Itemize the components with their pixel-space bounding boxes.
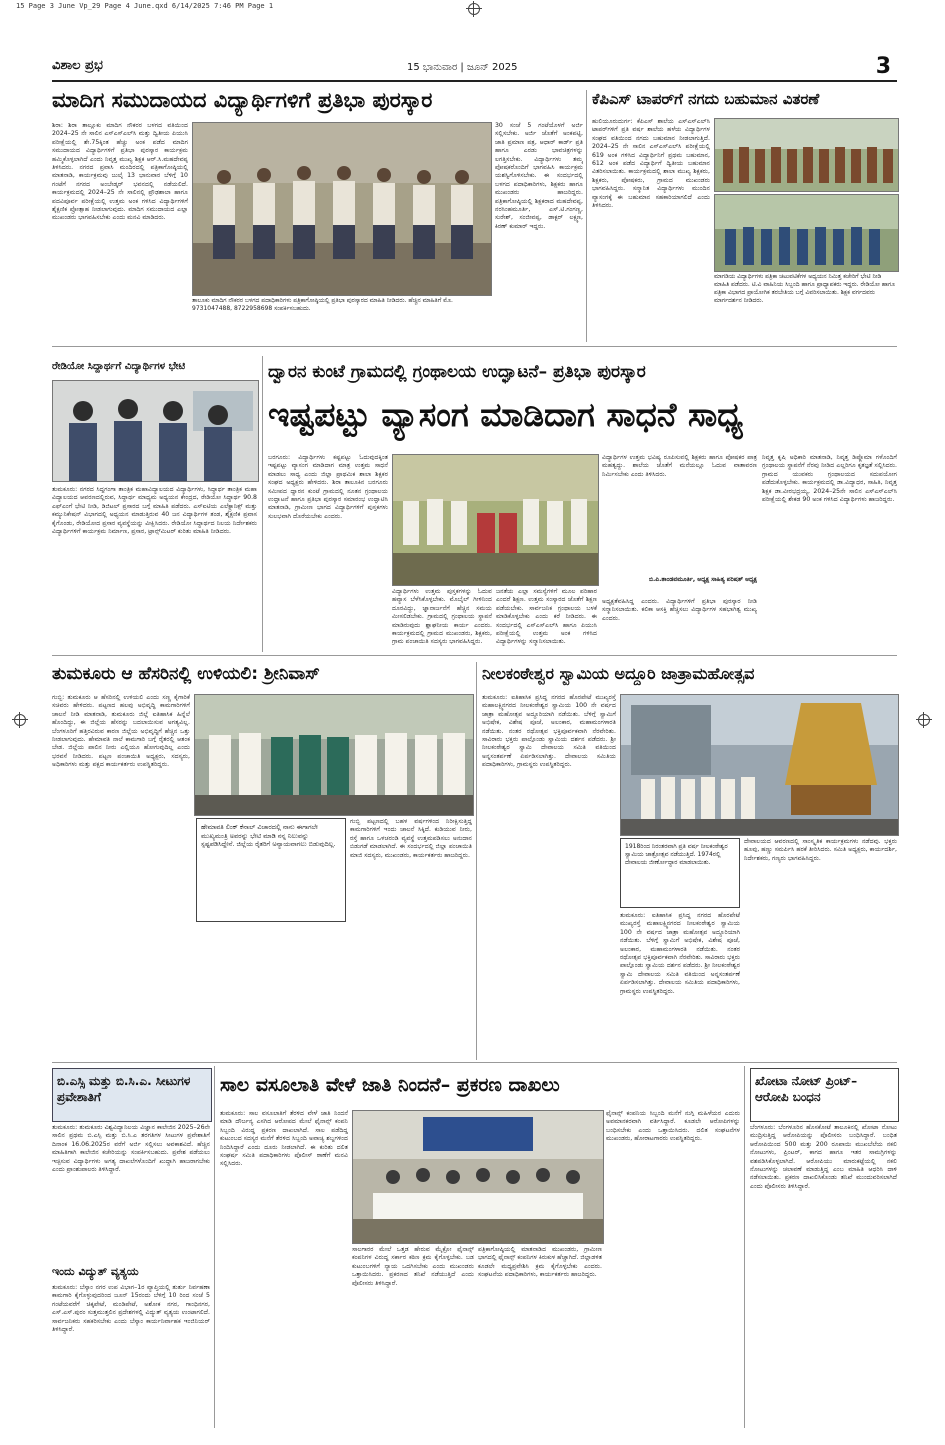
story4-column5: ನಿವೃತ್ತ ಕೃಷಿ ಅಧಿಕಾರಿ ಮಾತನಾಡಿ, ನಿವೃತ್ತ ಡಿಪ್ಲೊಮಾ ಗಳೊಂದಿಗೆ ಗ್ರಂಥಾಲಯ ಸ್ಥಾಪನೆಗೆ ನೆರವು ನೀಡಿದ ಎಲ್ಲರಿಗೂ ಕೃತಜ್ಞತೆ ಸಲ್ಲಿಸಿದರು. ಗ್ರಾಮದ ಯುವಕರು ಗ್ರಂಥಾಲಯದ ಸದುಪಯೋಗ ಪಡೆದುಕೊಳ್ಳಬೇಕು. ಕಾರ್ಯಕ್ರಮದಲ್ಲಿ ಡಾ.ವಿದ್ಯಾಧರ, ಸಾಹಿತಿ, ನಿವೃತ್ತ ಶಿಕ್ಷಕ ಡಾ.ವೀರಭದ್ರಯ್ಯ, 2024–25ನೇ ಸಾಲಿನ ಎಸ್‌ಎಸ್‌ಎಲ್‌ಸಿ ಪರೀಕ್ಷೆಯಲ್ಲಿ ಶೇಕಡ 90 ಅಂಕ ಗಳಿಸಿದ ವಿದ್ಯಾರ್ಥಿಗಳು ಹಾಜರಿದ್ದರು.: [762, 454, 897, 504]
story4-kicker: ದ್ವಾರನ ಕುಂಟೆ ಗ್ರಾಮದಲ್ಲಿ ಗ್ರಂಥಾಲಯ ಉದ್ಘಾಟನೆ– ಪ್ರತಿಭಾ ಪುರಸ್ಕಾರ: [268, 364, 646, 382]
story5-headline: ತುಮಕೂರು ಆ ಹೆಸರಿನಲ್ಲಿ ಉಳಿಯಲಿ: ಶ್ರೀನಿವಾಸ್: [52, 666, 320, 684]
story9-headline: ಸಾಲ ವಸೂಲಾತಿ ವೇಳೆ ಜಾತಿ ನಿಂದನೆ– ಪ್ರಕರಣ ದಾಖಲು: [220, 1076, 560, 1096]
story10-headline-box: [750, 1068, 899, 1122]
story7-text: ತುಮಕೂರು: ತುಮಕೂರು ವಿಶ್ವವಿದ್ಯಾನಿಲಯ ವಿಜ್ಞಾನ ಕಾಲೇಜಿನ 2025–26ನೇ ಸಾಲಿನ ಪ್ರಥಮ ಬಿ.ಎಸ್ಸಿ ಮತ್ತು ಬಿ.ಸಿ.ಎ ತರಗತಿಗಳ ಸೀಟುಗಳ ಪ್ರವೇಶಾತಿಗೆ ದಿನಾಂಕ 16.06.2025ರ ವರೆಗೆ ಅರ್ಜಿ ಸಲ್ಲಿಸಲು ಅವಕಾಶವಿದೆ. ಹೆಚ್ಚಿನ ಮಾಹಿತಿಗಾಗಿ ಕಾಲೇಜಿನ ಕಚೇರಿಯನ್ನು ಸಂಪರ್ಕಿಸಬಹುದು. ಪ್ರವೇಶ ಪಡೆಯಲು ಇಚ್ಛಿಸುವ ವಿದ್ಯಾರ್ಥಿಗಳು ಅಗತ್ಯ ದಾಖಲೆಗಳೊಂದಿಗೆ ಖುದ್ದಾಗಿ ಹಾಜರಾಗಬೇಕು ಎಂದು ಪ್ರಾಂಶುಪಾಲರು ತಿಳಿಸಿದ್ದಾರೆ.: [52, 1124, 210, 1174]
story2-headline: ಕೆಪಿಎಸ್ ಟಾಪರ್‌ಗೆ ನಗದು ಬಹುಮಾನ ವಿತರಣೆ: [592, 92, 820, 108]
story10-text: ಬೆಂಗಳೂರು: ಬೆಂಗಳೂರಿನ ಹೊಸಕೋಟೆ ತಾಲೂಕಿನಲ್ಲಿ ಖೋಟಾ ನೋಟು ಮುದ್ರಿಸುತ್ತಿದ್ದ ಆರೋಪಿಯನ್ನು ಪೊಲೀಸರು ಬಂಧಿಸಿದ್ದಾರೆ. ಬಂಧಿತ ಆರೋಪಿಯಿಂದ 500 ಮತ್ತು 200 ರೂಪಾಯಿ ಮುಖಬೆಲೆಯ ನಕಲಿ ನೋಟುಗಳು, ಪ್ರಿಂಟರ್, ಕಾಗದ ಹಾಗೂ ಇತರ ಸಾಮಗ್ರಿಗಳನ್ನು ವಶಪಡಿಸಿಕೊಳ್ಳಲಾಗಿದೆ. ಆರೋಪಿಯು ಮಾರುಕಟ್ಟೆಯಲ್ಲಿ ನಕಲಿ ನೋಟುಗಳನ್ನು ಚಲಾವಣೆ ಮಾಡುತ್ತಿದ್ದ ಎಂಬ ಮಾಹಿತಿ ಆಧರಿಸಿ ದಾಳಿ ನಡೆಸಲಾಯಿತು. ಪ್ರಕರಣ ದಾಖಲಿಸಿಕೊಂಡು ತನಿಖೆ ಮುಂದುವರಿಸಲಾಗಿದೆ ಎಂದು ಪೊಲೀಸರು ತಿಳಿಸಿದ್ದಾರೆ.: [750, 1124, 897, 1190]
ceremony-photo-icon: [393, 455, 598, 585]
story9-column3: ಪತ್ರಿಕಾಗೋಷ್ಠಿಯಲ್ಲಿ ಮಾತನಾಡಿದ ಮುಖಂಡರು, ಗ್ರಾಮೀಣ ಭಾಗದಲ್ಲಿ ಫೈನಾನ್ಸ್ ಕಂಪನಿಗಳ ಕಿರುಕುಳ ಹೆಚ್ಚಾಗಿದೆ. ಜಿಲ್ಲಾಡಳಿತ ಕೂಡಲೇ ಮಧ್ಯಪ್ರವೇಶಿಸಿ ಕ್ರಮ ಕೈಗೊಳ್ಳಬೇಕು ಎಂದರು. ಸಂಘಟನೆಯ ಪದಾಧಿಕಾರಿಗಳು, ಕಾರ್ಯಕರ್ತರು ಹಾಜರಿದ್ದರು.: [478, 1246, 602, 1279]
story4-photo: [392, 454, 599, 586]
story4-column1: ಬರಗೂರು: ವಿದ್ಯಾರ್ಥಿಗಳು ಕಷ್ಟಪಟ್ಟು ಓದುವುದಕ್ಕಿಂತ ಇಷ್ಟಪಟ್ಟು ವ್ಯಾಸಂಗ ಮಾಡಿದಾಗ ಮಾತ್ರ ಉತ್ತಮ ಸಾಧನೆ ಮಾಡಲು ಸಾಧ್ಯ ಎಂದು ಜಿಲ್ಲಾ ಪ್ರಾಥಮಿಕ ಶಾಲಾ ಶಿಕ್ಷಕರ ಸಂಘದ ಅಧ್ಯಕ್ಷರು ಹೇಳಿದರು. ಶಿರಾ ತಾಲೂಕಿನ ಬರಗೂರು ಸಮೀಪದ ದ್ವಾರನ ಕುಂಟೆ ಗ್ರಾಮದಲ್ಲಿ ನೂತನ ಗ್ರಂಥಾಲಯ ಉದ್ಘಾಟನೆ ಹಾಗೂ ಪ್ರತಿಭಾ ಪುರಸ್ಕಾರ ಸಮಾರಂಭ ಉದ್ಘಾಟಿಸಿ ಮಾತನಾಡಿ, ಗ್ರಾಮೀಣ ಭಾಗದ ವಿದ್ಯಾರ್ಥಿಗಳಿಗೆ ಪುಸ್ತಕಗಳು ಸುಲಭವಾಗಿ ದೊರೆಯಬೇಕು ಎಂದರು.: [268, 454, 388, 520]
story9-column2: ಸಾಲಗಾರರ ಮೇಲೆ ಒತ್ತಡ ಹೇರುವ ಮೈಕ್ರೋ ಫೈನಾನ್ಸ್ ಕಂಪನಿಗಳ ವಿರುದ್ಧ ಸರ್ಕಾರ ಕಠಿಣ ಕ್ರಮ ಕೈಗೊಳ್ಳಬೇಕು. ಬಡ ಕುಟುಂಬಗಳಿಗೆ ನ್ಯಾಯ ಒದಗಿಸಬೇಕು ಎಂದು ಮುಖಂಡರು ಒತ್ತಾಯಿಸಿದರು. ಪ್ರಕರಣದ ತನಿಖೆ ನಡೆಯುತ್ತಿದೆ ಎಂದು ಪೊಲೀಸರು ತಿಳಿಸಿದ್ದಾರೆ.: [352, 1246, 474, 1287]
story6-text: ತುಮಕೂರು: ಐತಿಹಾಸಿಕ ಪ್ರಸಿದ್ಧ ನಗರದ ಹೊರಪೇಟೆ ಮುಖ್ಯರಸ್ತೆ ಮಹಾಲಕ್ಷ್ಮಿನಗರದ ನೀಲಕಂಠೇಶ್ವರ ಸ್ವಾಮಿಯ 100 ನೇ ವರ್ಷದ ಜಾತ್ರಾ ಮಹೋತ್ಸವ ಅದ್ದೂರಿಯಾಗಿ ನಡೆಯಿತು. ಬೆಳಿಗ್ಗೆ ಸ್ವಾಮಿಗೆ ಅಭಿಷೇಕ, ವಿಶೇಷ ಪೂಜೆ, ಅಲಂಕಾರ, ಮಹಾಮಂಗಳಾರತಿ ನಡೆಯಿತು. ನಂತರ ರಥೋತ್ಸವ ಭಕ್ತಿಪೂರ್ವಕವಾಗಿ ನೆರವೇರಿತು. ಸಾವಿರಾರು ಭಕ್ತರು ಪಾಲ್ಗೊಂಡು ಸ್ವಾಮಿಯ ದರ್ಶನ ಪಡೆದರು. ಶ್ರೀ ನೀಲಕಂಠೇಶ್ವರ ಸ್ವಾಮಿ ದೇವಾಲಯ ಸಮಿತಿ ವತಿಯಿಂದ ಅನ್ನಸಂತರ್ಪಣೆ ಏರ್ಪಡಿಸಲಾಗಿತ್ತು. ದೇವಾಲಯ ಸಮಿತಿಯ ಪದಾಧಿಕಾರಿಗಳು, ಗ್ರಾಮಸ್ಥರು ಉಪಸ್ಥಿತರಿದ್ದರು.: [482, 694, 616, 769]
story4-column3: ಜನತೆಯ ಎಲ್ಲಾ ಸಮಸ್ಯೆಗಳಿಗೆ ಮೂಲ ಪರಿಹಾರ ಎಂದರೆ ಶಿಕ್ಷಣ. ಉತ್ತಮ ಸಂಸ್ಕಾರದ ಜೊತೆಗೆ ಶಿಕ್ಷಣ ಪಡೆಯಬೇಕು. ಸಾರ್ವಜನಿಕ ಗ್ರಂಥಾಲಯ ಬಳಕೆ ಮಾಡಿಕೊಳ್ಳಬೇಕು ಎಂದು ಕರೆ ನೀಡಿದರು. ಈ ಸಂದರ್ಭದಲ್ಲಿ ಎಸ್‌ಎಸ್‌ಎಲ್‌ಸಿ ಹಾಗೂ ಪಿಯುಸಿ ಪರೀಕ್ಷೆಯಲ್ಲಿ ಉತ್ತಮ ಅಂಕ ಗಳಿಸಿದ ವಿದ್ಯಾರ್ಥಿಗಳನ್ನು ಸನ್ಮಾನಿಸಲಾಯಿತು.: [496, 588, 597, 646]
section-rule: [52, 346, 897, 347]
story9-column1: ತುಮಕೂರು: ಸಾಲ ವಸೂಲಾತಿಗೆ ತೆರಳಿದ ವೇಳೆ ಜಾತಿ ನಿಂದನೆ ಮಾಡಿ ದೌರ್ಜನ್ಯ ಎಸಗಿದ ಆರೋಪದ ಮೇಲೆ ಫೈನಾನ್ಸ್ ಕಂಪನಿ ಸಿಬ್ಬಂದಿ ವಿರುದ್ಧ ಪ್ರಕರಣ ದಾಖಲಾಗಿದೆ. ಸಾಲ ಪಡೆದಿದ್ದ ಕುಟುಂಬದ ಸದಸ್ಯರ ಮನೆಗೆ ತೆರಳಿದ ಸಿಬ್ಬಂದಿ ಅವಾಚ್ಯ ಶಬ್ದಗಳಿಂದ ನಿಂದಿಸಿದ್ದಾರೆ ಎಂದು ದೂರು ನೀಡಲಾಗಿದೆ. ಈ ಕುರಿತು ದಲಿತ ಸಂಘರ್ಷ ಸಮಿತಿ ಪದಾಧಿಕಾರಿಗಳು ಪೊಲೀಸ್ ಠಾಣೆಗೆ ಮನವಿ ಸಲ್ಲಿಸಿದರು.: [220, 1110, 348, 1168]
story4-headline: ಇಷ್ಟಪಟ್ಟು ವ್ಯಾಸಂಗ ಮಾಡಿದಾಗ ಸಾಧನೆ ಸಾಧ್ಯ: [268, 398, 744, 434]
story5-callout-box: [196, 818, 346, 922]
press-meet-photo-icon: [353, 1111, 603, 1243]
newspaper-name: ವಿಶಾಲ ಪ್ರಭ: [52, 58, 103, 73]
story8-headline: ಇಂದು ವಿದ್ಯುತ್ ವ್ಯತ್ಯಯ: [52, 1266, 139, 1278]
story5-column2: ಗುಬ್ಬಿ ಪಟ್ಟಣದಲ್ಲಿ ಬಹಳ ವರ್ಷಗಳಿಂದ ನಿರೀಕ್ಷಿಸುತ್ತಿದ್ದ ಕಾಮಗಾರಿಗಳಿಗೆ ಇಂದು ಚಾಲನೆ ಸಿಕ್ಕಿದೆ. ಕುಡಿಯುವ ನೀರು, ರಸ್ತೆ ಹಾಗೂ ಒಳಚರಂಡಿ ವ್ಯವಸ್ಥೆ ಉತ್ತಮಪಡಿಸಲು ಅನುದಾನ ಬಿಡುಗಡೆ ಮಾಡಲಾಗಿದೆ. ಈ ಸಂದರ್ಭದಲ್ಲಿ ಜಿಲ್ಲಾ ಪಂಚಾಯಿತಿ ಮಾಜಿ ಸದಸ್ಯರು, ಮುಖಂಡರು, ಕಾರ್ಯಕರ್ತರು ಹಾಜರಿದ್ದರು.: [350, 818, 472, 859]
story5-photo: [194, 694, 474, 816]
story6-callout-box: [620, 838, 740, 908]
story9-photo: [352, 1110, 604, 1244]
story4-column2: ವಿದ್ಯಾರ್ಥಿಗಳು ಉತ್ತಮ ಪುಸ್ತಕಗಳನ್ನು ಓದುವ ಹವ್ಯಾಸ ಬೆಳೆಸಿಕೊಳ್ಳಬೇಕು. ಮೊಬೈಲ್ ಗೀಳಿನಿಂದ ದೂರವಿದ್ದು, ಜ್ಞಾನಾರ್ಜನೆಗೆ ಹೆಚ್ಚಿನ ಸಮಯ ಮೀಸಲಿಡಬೇಕು. ಗ್ರಾಮದಲ್ಲಿ ಗ್ರಂಥಾಲಯ ಸ್ಥಾಪನೆ ಮಾಡಿರುವುದು ಶ್ಲಾಘನೀಯ ಕಾರ್ಯ ಎಂದರು. ಕಾರ್ಯಕ್ರಮದಲ್ಲಿ ಗ್ರಾಮದ ಮುಖಂಡರು, ಶಿಕ್ಷಕರು, ಗ್ರಾಮ ಪಂಚಾಯಿತಿ ಸದಸ್ಯರು ಭಾಗವಹಿಸಿದ್ದರು.: [392, 588, 492, 646]
story1-lead: ಶಿರಾ: ಶಿರಾ ತಾಲ್ಲೂಕು ಮಾದಿಗ ನೌಕರರ ಬಳಗದ ವತಿಯಿಂದ 2024–25 ನೇ ಸಾಲಿನ ಎಸ್‌ಎಸ್‌ಎಲ್‌ಸಿ ಮತ್ತು ದ್ವಿತೀಯ ಪಿಯುಸಿ ಪರೀಕ್ಷೆಯಲ್ಲಿ ಶೇ.75ಕ್ಕಿಂತ ಹೆಚ್ಚು ಅಂಕ ಪಡೆದ ಮಾದಿಗ ಸಮುದಾಯದ ವಿದ್ಯಾರ್ಥಿಗಳಿಗೆ ಪ್ರತಿಭಾ ಪುರಸ್ಕಾರ ಕಾರ್ಯಕ್ರಮ ಹಮ್ಮಿಕೊಳ್ಳಲಾಗಿದೆ ಎಂದು ನಿವೃತ್ತ ಮುಖ್ಯ ಶಿಕ್ಷಕ ಆರ್.ಸಿ.ಮಹದೇವಪ್ಪ ತಿಳಿಸಿದರು. ನಗರದ ಪ್ರವಾಸಿ ಮಂದಿರದಲ್ಲಿ ಪತ್ರಿಕಾಗೋಷ್ಠಿಯಲ್ಲಿ ಮಾತನಾಡಿ, ಕಾರ್ಯಕ್ರಮವು ಜುಲೈ 13 ಭಾನುವಾರ ಬೆಳಿಗ್ಗೆ 10 ಗಂಟೆಗೆ ನಗರದ ಅಂಬೇಡ್ಕರ್ ಭವನದಲ್ಲಿ ನಡೆಯಲಿದೆ. ಕಾರ್ಯಕ್ರಮದಲ್ಲಿ 2024–25 ನೇ ಸಾಲಿನಲ್ಲಿ ಪ್ರೌಢಶಾಲಾ ಹಾಗೂ ಪದವಿಪೂರ್ವ ಪರೀಕ್ಷೆಯಲ್ಲಿ ಉತ್ತಮ ಅಂಕ ಗಳಿಸಿದ ವಿದ್ಯಾರ್ಥಿಗಳಿಗೆ ಶೈಕ್ಷಣಿಕ ಪ್ರೋತ್ಸಾಹ ನೀಡಲಾಗುವುದು. ಮಾದಿಗ ಸಮುದಾಯದ ಎಲ್ಲಾ ಮುಖಂಡರು ಭಾಗವಹಿಸಬೇಕು ಎಂದು ಮನವಿ ಮಾಡಿದರು.: [52, 122, 188, 222]
story6-headline: ನೀಲಕಂಠೇಶ್ವರ ಸ್ವಾಮಿಯ ಅದ್ದೂರಿ ಜಾತ್ರಾಮಹೋತ್ಸವ: [482, 666, 755, 683]
story5-callout: ಹೇಮಾವತಿ ಲಿಂಕ್ ಕೆನಾಲ್ ವಿಚಾರದಲ್ಲಿ ನಾನು ಈಗಾಗಲೇ ಮುಖ್ಯಮಂತ್ರಿ ಅವರನ್ನು ಭೇಟಿ ಮಾಡಿ ನನ್ನ ನಿಲುವನ್ನು ಸ್ಪಷ್ಟಪಡಿಸಿದ್ದೇನೆ. ಜಿಲ್ಲೆಯ ರೈತರಿಗೆ ಅನ್ಯಾಯವಾಗಲು ಬಿಡುವುದಿಲ್ಲ.: [201, 823, 336, 849]
crowd-photo-icon: [195, 695, 473, 815]
story9-column4: ಫೈನಾನ್ಸ್ ಕಂಪನಿಯ ಸಿಬ್ಬಂದಿ ಮನೆಗೆ ನುಗ್ಗಿ ಮಹಿಳೆಯರ ಎದುರು ಅವಮಾನಕರವಾಗಿ ವರ್ತಿಸಿದ್ದಾರೆ. ಕೂಡಲೇ ಆರೋಪಿಗಳನ್ನು ಬಂಧಿಸಬೇಕು ಎಂದು ಒತ್ತಾಯಿಸಿದರು. ದಲಿತ ಸಂಘಟನೆಗಳ ಮುಖಂಡರು, ಹೋರಾಟಗಾರರು ಉಪಸ್ಥಿತರಿದ್ದರು.: [606, 1110, 740, 1143]
registration-mark-icon: [468, 3, 480, 15]
story5-text: ಗುಬ್ಬಿ: ತುಮಕೂರು ಆ ಹೆಸರಿನಲ್ಲಿ ಉಳಿಯಲಿ ಎಂದು ಸಣ್ಣ ಕೈಗಾರಿಕೆ ಸಚಿವರು ಹೇಳಿದರು. ಪಟ್ಟಣದ ಹಲವು ಅಭಿವೃದ್ಧಿ ಕಾಮಗಾರಿಗಳಿಗೆ ಚಾಲನೆ ನೀಡಿ ಮಾತನಾಡಿ, ತುಮಕೂರು ಜಿಲ್ಲೆ ಐತಿಹಾಸಿಕ ಹಿನ್ನೆಲೆ ಹೊಂದಿದ್ದು, ಈ ಜಿಲ್ಲೆಯ ಹೆಸರನ್ನು ಬದಲಾಯಿಸುವ ಅಗತ್ಯವಿಲ್ಲ. ಬೆಂಗಳೂರಿಗೆ ಹತ್ತಿರವಿರುವ ಕಾರಣ ಜಿಲ್ಲೆಯ ಅಭಿವೃದ್ಧಿಗೆ ಹೆಚ್ಚಿನ ಒತ್ತು ನೀಡಲಾಗುವುದು. ಹೇಮಾವತಿ ನಾಲೆ ಕಾಮಗಾರಿ ಬಗ್ಗೆ ರೈತರಲ್ಲಿ ಆತಂಕ ಬೇಡ. ಜಿಲ್ಲೆಯ ಪಾಲಿನ ನೀರು ಎಲ್ಲಿಯೂ ಹೋಗುವುದಿಲ್ಲ ಎಂದು ಭರವಸೆ ನೀಡಿದರು. ಪಟ್ಟಣ ಪಂಚಾಯಿತಿ ಅಧ್ಯಕ್ಷರು, ಸದಸ್ಯರು, ಅಧಿಕಾರಿಗಳು ಮತ್ತು ಪಕ್ಷದ ಕಾರ್ಯಕರ್ತರು ಉಪಸ್ಥಿತರಿದ್ದರು.: [52, 694, 190, 769]
story3-headline: ರೇಡಿಯೋ ಸಿದ್ದಾರ್ಥಗೆ ವಿದ್ಯಾರ್ಥಿಗಳ ಭೇಟಿ: [52, 362, 186, 372]
page-number: 3: [875, 54, 891, 79]
registration-mark-icon: [14, 714, 26, 726]
story7-headline-box: [52, 1068, 212, 1122]
masthead: [52, 54, 897, 82]
story6-callout: 1918ರಿಂದ ನಿರಂತರವಾಗಿ ಪ್ರತಿ ವರ್ಷ ನೀಲಕಂಠೇಶ್ವರ ಸ್ವಾಮಿಯ ಜಾತ್ರೋತ್ಸವ ನಡೆಯುತ್ತಿದೆ. 1974ರಲ್ಲಿ ದೇವಾಲಯ ಜೀರ್ಣೋದ್ಧಾರ ಮಾಡಲಾಯಿತು.: [625, 843, 728, 866]
column-rule: [586, 90, 587, 342]
story6-column3: ತುಮಕೂರು: ಐತಿಹಾಸಿಕ ಪ್ರಸಿದ್ಧ ನಗರದ ಹೊರಪೇಟೆ ಮುಖ್ಯರಸ್ತೆ ಮಹಾಲಕ್ಷ್ಮಿನಗರದ ನೀಲಕಂಠೇಶ್ವರ ಸ್ವಾಮಿಯ 100 ನೇ ವರ್ಷದ ಜಾತ್ರಾ ಮಹೋತ್ಸವ ಅದ್ದೂರಿಯಾಗಿ ನಡೆಯಿತು. ಬೆಳಿಗ್ಗೆ ಸ್ವಾಮಿಗೆ ಅಭಿಷೇಕ, ವಿಶೇಷ ಪೂಜೆ, ಅಲಂಕಾರ, ಮಹಾಮಂಗಳಾರತಿ ನಡೆಯಿತು. ನಂತರ ರಥೋತ್ಸವ ಭಕ್ತಿಪೂರ್ವಕವಾಗಿ ನೆರವೇರಿತು. ಸಾವಿರಾರು ಭಕ್ತರು ಪಾಲ್ಗೊಂಡು ಸ್ವಾಮಿಯ ದರ್ಶನ ಪಡೆದರು. ಶ್ರೀ ನೀಲಕಂಠೇಶ್ವರ ಸ್ವಾಮಿ ದೇವಾಲಯ ಸಮಿತಿ ವತಿಯಿಂದ ಅನ್ನಸಂತರ್ಪಣೆ ಏರ್ಪಡಿಸಲಾಗಿತ್ತು. ದೇವಾಲಯ ಸಮಿತಿಯ ಪದಾಧಿಕಾರಿಗಳು, ಗ್ರಾಮಸ್ಥರು ಉಪಸ್ಥಿತರಿದ್ದರು.: [620, 912, 740, 995]
column-rule: [476, 662, 477, 1060]
story1-column2: 30 ಸಂಜೆ 5 ಗಂಟೆಯೊಳಗೆ ಅರ್ಜಿ ಸಲ್ಲಿಸಬೇಕು. ಅರ್ಜಿ ಜೊತೆಗೆ ಅಂಕಪಟ್ಟಿ, ಜಾತಿ ಪ್ರಮಾಣ ಪತ್ರ, ಆಧಾರ್ ಕಾರ್ಡ್ ಪ್ರತಿ ಹಾಗೂ ಎರಡು ಭಾವಚಿತ್ರಗಳನ್ನು ಲಗತ್ತಿಸಬೇಕು. ವಿದ್ಯಾರ್ಥಿಗಳು ತಮ್ಮ ಪೋಷಕರೊಂದಿಗೆ ಭಾಗವಹಿಸಿ ಕಾರ್ಯಕ್ರಮ ಯಶಸ್ವಿಗೊಳಿಸಬೇಕು. ಈ ಸಂದರ್ಭದಲ್ಲಿ ಬಳಗದ ಪದಾಧಿಕಾರಿಗಳು, ಶಿಕ್ಷಕರು ಹಾಗೂ ಮುಖಂಡರು ಹಾಜರಿದ್ದರು. ಪತ್ರಿಕಾಗೋಷ್ಠಿಯಲ್ಲಿ ಶಿಕ್ಷಕರಾದ ಮಹದೇವಪ್ಪ, ನರಸಿಂಹಮೂರ್ತಿ, ಎಸ್.ಟಿ.ಗಂಗಣ್ಣ, ಸುರೇಶ್, ಸಂಜೀವಪ್ಪ, ಡಾಕ್ಟರ್ ಲಕ್ಷ್ಮಣ, ಕಿರಣ್ ಕುಮಾರ್ ಇದ್ದರು.: [495, 122, 583, 230]
group-photo-icon: [715, 195, 898, 271]
print-slug: 15 Page 3 June Vp_29 Page 4 June.qxd 6/14/2025 7:46 PM Page 1: [16, 2, 274, 10]
story4-column4: ವಿದ್ಯಾರ್ಥಿಗಳ ಉತ್ತಮ ಭವಿಷ್ಯ ರೂಪಿಸುವಲ್ಲಿ ಶಿಕ್ಷಕರು ಹಾಗೂ ಪೋಷಕರ ಪಾತ್ರ ಮಹತ್ವದ್ದು. ಶಾಲೆಯ ಜೊತೆಗೆ ಮನೆಯಲ್ಲೂ ಓದುವ ವಾತಾವರಣ ನಿರ್ಮಿಸಬೇಕು ಎಂದು ತಿಳಿಸಿದರು.: [602, 454, 757, 478]
story4-quote-attribution: ಬಿ.ಪಿ.ತಾಂಡವಮೂರ್ತಿ, ಅಧ್ಯಕ್ಷ ಸಾಹಿತ್ಯ ಪರಿಷತ್ ಅಧ್ಯಕ್ಷ: [649, 576, 757, 583]
story1-photo: [192, 122, 492, 296]
story2-photo: [714, 118, 899, 192]
story7-headline: ಬಿ.ಎಸ್ಸಿ ಮತ್ತು ಬಿ.ಸಿ.ಎ. ಸೀಟುಗಳ ಪ್ರವೇಶಾತಿಗೆ: [57, 1074, 191, 1104]
students-photo-icon: [53, 381, 258, 481]
story1-caption: ತಾಲೂಕು ಮಾದಿಗ ನೌಕರರ ಬಳಗದ ಪದಾಧಿಕಾರಿಗಳು ಪತ್ರಿಕಾಗೋಷ್ಠಿಯಲ್ಲಿ ಪ್ರತಿಭಾ ಪುರಸ್ಕಾರದ ಮಾಹಿತಿ ನೀಡಿದರು. ಹೆಚ್ಚಿನ ಮಾಹಿತಿಗೆ ಮೊ. 9731047488, 8722958698 ಸಂಪರ್ಕಿಸಬಹುದು.: [192, 297, 453, 312]
story2-text: ಹುಲಿಯೂರುದುರ್ಗ: ಕೆಪಿಎಸ್ ಶಾಲೆಯ ಎಸ್‌ಎಸ್‌ಎಲ್‌ಸಿ ಟಾಪರ್‌ಗಳಿಗೆ ಪ್ರತಿ ವರ್ಷ ಶಾಲೆಯ ಹಳೆಯ ವಿದ್ಯಾರ್ಥಿಗಳ ಸಂಘದ ವತಿಯಿಂದ ನಗದು ಬಹುಮಾನ ನೀಡಲಾಗುತ್ತಿದೆ. 2024–25 ನೇ ಸಾಲಿನ ಎಸ್‌ಎಸ್‌ಎಲ್‌ಸಿ ಪರೀಕ್ಷೆಯಲ್ಲಿ 619 ಅಂಕ ಗಳಿಸಿದ ವಿದ್ಯಾರ್ಥಿನಿಗೆ ಪ್ರಥಮ ಬಹುಮಾನ, 612 ಅಂಕ ಪಡೆದ ವಿದ್ಯಾರ್ಥಿಗೆ ದ್ವಿತೀಯ ಬಹುಮಾನ ವಿತರಿಸಲಾಯಿತು. ಕಾರ್ಯಕ್ರಮದಲ್ಲಿ ಶಾಲಾ ಮುಖ್ಯ ಶಿಕ್ಷಕರು, ಶಿಕ್ಷಕರು, ಪೋಷಕರು, ಗ್ರಾಮದ ಮುಖಂಡರು ಭಾಗವಹಿಸಿದ್ದರು. ಸನ್ಮಾನಿತ ವಿದ್ಯಾರ್ಥಿಗಳು ಮುಂದಿನ ವ್ಯಾಸಂಗಕ್ಕೆ ಈ ಬಹುಮಾನ ಸಹಕಾರಿಯಾಗಲಿದೆ ಎಂದು ತಿಳಿಸಿದರು.: [592, 118, 710, 210]
story2-photo-2: [714, 194, 899, 272]
column-rule: [214, 1066, 215, 1428]
group-photo-icon: [715, 119, 898, 191]
registration-mark-icon: [918, 714, 930, 726]
story4-column-bottom: ಅಧ್ಯಕ್ಷತೆವಹಿಸಿದ್ದ ಎಂದರು. ವಿದ್ಯಾರ್ಥಿಗಳಿಗೆ ಪ್ರತಿಭಾ ಪುರಸ್ಕಾರ ನೀಡಿ ಸನ್ಮಾನಿಸಲಾಯಿತು. ಕಲಿಕಾ ಆಸಕ್ತಿ ಹೆಚ್ಚಿಸಲು ವಿದ್ಯಾರ್ಥಿಗಳ ಸಹಭಾಗಿತ್ವ ಮುಖ್ಯ ಎಂದರು.: [602, 598, 757, 622]
story6-photo: [620, 694, 899, 836]
story6-column2: ದೇವಾಲಯದ ಆವರಣದಲ್ಲಿ ಸಾಂಸ್ಕೃತಿಕ ಕಾರ್ಯಕ್ರಮಗಳು ನಡೆದವು. ಭಕ್ತರು ಹೂವು, ಹಣ್ಣು ಸಮರ್ಪಿಸಿ ಹರಕೆ ತೀರಿಸಿದರು. ಸಮಿತಿ ಅಧ್ಯಕ್ಷರು, ಕಾರ್ಯದರ್ಶಿ, ನಿರ್ದೇಶಕರು, ಗಣ್ಯರು ಭಾಗವಹಿಸಿದ್ದರು.: [744, 838, 897, 862]
column-rule: [262, 356, 263, 652]
story3-text: ತುಮಕೂರು: ನಗರದ ಸಿದ್ದಗಂಗಾ ತಾಂತ್ರಿಕ ಮಹಾವಿದ್ಯಾಲಯದ ವಿದ್ಯಾರ್ಥಿಗಳು, ಸಿದ್ಧಾರ್ಥ ತಾಂತ್ರಿಕ ಮಹಾ ವಿದ್ಯಾಲಯದ ಆವರಣದಲ್ಲಿರುವ, ಸಿದ್ಧಾರ್ಥ ಮಾಧ್ಯಮ ಅಧ್ಯಯನ ಕೇಂದ್ರದ, ರೇಡಿಯೋ ಸಿದ್ಧಾರ್ಥ 90.8 ಎಫ್‌ಎಂಗೆ ಭೇಟಿ ನೀಡಿ, ಡಿಜಿಟಲ್ ಪ್ರಸಾರದ ಬಗ್ಗೆ ಮಾಹಿತಿ ಪಡೆದರು. ಎಸ್‌ಐಟಿಯ ಎಲೆಕ್ಟ್ರಾನಿಕ್ಸ್ ಮತ್ತು ಕಮ್ಯುನಿಕೇಷನ್ ವಿಭಾಗದಲ್ಲಿ ಅಧ್ಯಯನ ಮಾಡುತ್ತಿರುವ 40 ಜನ ವಿದ್ಯಾರ್ಥಿಗಳ ತಂಡ, ಶೈಕ್ಷಣಿಕ ಪ್ರವಾಸ ಕೈಗೊಂಡು, ರೇಡಿಯೋದ ಪ್ರಸಾರ ವ್ಯವಸ್ಥೆಯನ್ನು ವೀಕ್ಷಿಸಿದರು. ರೇಡಿಯೋ ಸಿದ್ಧಾರ್ಥದ ನಿಲಯ ನಿರ್ದೇಶಕರು ವಿದ್ಯಾರ್ಥಿಗಳಿಗೆ ಕಾರ್ಯಕ್ರಮ ನಿರ್ಮಾಣ, ಪ್ರಸಾರ, ಟ್ರಾನ್ಸ್‌ಮಿಟರ್ ಕುರಿತು ಮಾಹಿತಿ ನೀಡಿದರು.: [52, 486, 257, 536]
section-rule: [52, 1062, 897, 1063]
story1-headline: ಮಾದಿಗ ಸಮುದಾಯದ ವಿದ್ಯಾರ್ಥಿಗಳಿಗೆ ಪ್ರತಿಭಾ ಪುರಸ್ಕಾರ: [52, 90, 433, 112]
section-rule: [52, 655, 897, 656]
column-rule: [744, 1066, 745, 1428]
group-photo-icon: [193, 123, 491, 295]
story3-photo: [52, 380, 259, 482]
story8-text: ತುಮಕೂರು: ಬೆಸ್ಕಾಂ ನಗರ ಉಪ ವಿಭಾಗ–1ರ ವ್ಯಾಪ್ತಿಯಲ್ಲಿ ತುರ್ತು ನಿರ್ವಹಣಾ ಕಾಮಗಾರಿ ಕೈಗೊಳ್ಳುವುದರಿಂದ ಜೂನ್ 15ರಂದು ಬೆಳಿಗ್ಗೆ 10 ರಿಂದ ಸಂಜೆ 5 ಗಂಟೆಯವರೆಗೆ ಚಿಕ್ಕಪೇಟೆ, ಮಂಡಿಪೇಟೆ, ಅಶೋಕ ನಗರ, ಗಾಂಧಿನಗರ, ಎಸ್.ಎಸ್.ಪುರಂ ಸುತ್ತಮುತ್ತಲಿನ ಪ್ರದೇಶಗಳಲ್ಲಿ ವಿದ್ಯುತ್ ವ್ಯತ್ಯಯ ಉಂಟಾಗಲಿದೆ. ಸಾರ್ವಜನಿಕರು ಸಹಕರಿಸಬೇಕು ಎಂದು ಬೆಸ್ಕಾಂ ಕಾರ್ಯನಿರ್ವಾಹಕ ಇಂಜಿನಿಯರ್ ತಿಳಿಸಿದ್ದಾರೆ.: [52, 1284, 210, 1334]
story10-headline: ಖೋಟಾ ನೋಟ್ ಪ್ರಿಂಟ್– ಆರೋಪಿ ಬಂಧನ: [755, 1074, 858, 1104]
story2-caption: ಮಾಗಡಿಯ ವಿದ್ಯಾರ್ಥಿಗಳು ಪತ್ರಿಕಾ ಚಟುವಟಿಕೆಗಳ ಅಧ್ಯಯನ ನಿಮಿತ್ತ ಕಚೇರಿಗೆ ಭೇಟಿ ನೀಡಿ ಮಾಹಿತಿ ಪಡೆದರು. ಟಿ.ವಿ ವಾಹಿನಿಯ ಸಿಬ್ಬಂದಿ ಹಾಗೂ ಪ್ರಾಧ್ಯಾಪಕರು ಇದ್ದರು. ರೇಡಿಯೋ ಹಾಗೂ ಪತ್ರಿಕಾ ವಿಭಾಗದ ಪ್ರಾಯೋಗಿಕ ತರಬೇತಿಯ ಬಗ್ಗೆ ವಿವರಿಸಲಾಯಿತು. ಶಿಕ್ಷಕ ವರ್ಗದವರು ಮಾರ್ಗದರ್ಶನ ನೀಡಿದರು.: [714, 273, 896, 304]
chariot-festival-icon: [621, 695, 898, 835]
issue-date: 15 ಭಾನುವಾರ | ಜೂನ್ 2025: [407, 62, 518, 73]
